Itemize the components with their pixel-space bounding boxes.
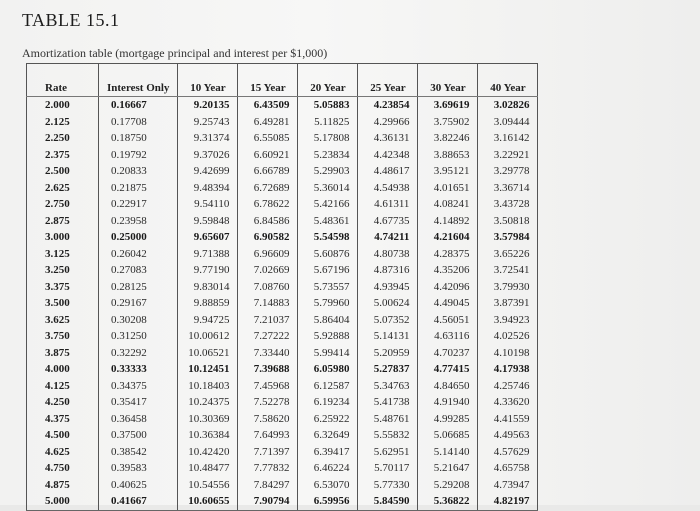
cell-30-year: 4.84650 (418, 378, 478, 395)
cell-40-year: 3.57984 (478, 229, 538, 246)
cell-20-year: 6.19234 (298, 394, 358, 411)
table-row (27, 328, 538, 345)
cell-25-year: 5.14131 (358, 328, 418, 345)
cell-40-year: 3.79930 (478, 279, 538, 296)
cell-30-year: 5.29208 (418, 477, 478, 494)
cell-20-year: 6.05980 (298, 361, 358, 378)
cell-20-year: 6.53070 (298, 477, 358, 494)
cell-30-year: 4.42096 (418, 279, 478, 296)
cell-interest-only: 0.19792 (99, 147, 178, 164)
cell-20-year: 5.73557 (298, 279, 358, 296)
cell-30-year: 5.36822 (418, 493, 478, 510)
cell-interest-only: 0.20833 (99, 163, 178, 180)
cell-rate: 5.000 (27, 493, 99, 510)
cell-rate: 3.625 (27, 312, 99, 329)
cell-30-year: 4.91940 (418, 394, 478, 411)
cell-15-year: 7.02669 (238, 262, 298, 279)
cell-interest-only: 0.30208 (99, 312, 178, 329)
cell-10-year: 9.20135 (178, 97, 238, 114)
cell-interest-only: 0.21875 (99, 180, 178, 197)
cell-rate: 2.875 (27, 213, 99, 230)
cell-25-year: 4.36131 (358, 130, 418, 147)
cell-15-year: 7.58620 (238, 411, 298, 428)
cell-30-year: 4.49045 (418, 295, 478, 312)
cell-25-year: 4.87316 (358, 262, 418, 279)
cell-20-year: 5.67196 (298, 262, 358, 279)
cell-interest-only: 0.32292 (99, 345, 178, 362)
table-body (27, 97, 538, 511)
table-row (27, 477, 538, 494)
table-row (27, 345, 538, 362)
header-interest-only: Interest Only (99, 64, 178, 97)
cell-rate: 2.000 (27, 97, 99, 114)
table-row (27, 213, 538, 230)
header-30-year: 30 Year (418, 64, 478, 97)
cell-15-year: 7.84297 (238, 477, 298, 494)
cell-25-year: 5.70117 (358, 460, 418, 477)
table-row (27, 229, 538, 246)
table-row (27, 460, 538, 477)
cell-15-year: 6.96609 (238, 246, 298, 263)
table-title: TABLE 15.1 (22, 10, 120, 30)
cell-25-year: 5.62951 (358, 444, 418, 461)
cell-30-year: 4.28375 (418, 246, 478, 263)
cell-30-year: 4.01651 (418, 180, 478, 197)
table-row (27, 427, 538, 444)
cell-10-year: 9.48394 (178, 180, 238, 197)
cell-25-year: 4.80738 (358, 246, 418, 263)
cell-15-year: 7.21037 (238, 312, 298, 329)
cell-40-year: 4.10198 (478, 345, 538, 362)
cell-40-year: 3.22921 (478, 147, 538, 164)
cell-15-year: 6.43509 (238, 97, 298, 114)
cell-10-year: 10.48477 (178, 460, 238, 477)
cell-15-year: 6.72689 (238, 180, 298, 197)
cell-10-year: 10.42420 (178, 444, 238, 461)
cell-10-year: 9.31374 (178, 130, 238, 147)
cell-15-year: 6.49281 (238, 114, 298, 131)
cell-rate: 4.500 (27, 427, 99, 444)
cell-20-year: 5.36014 (298, 180, 358, 197)
cell-10-year: 10.54556 (178, 477, 238, 494)
cell-rate: 4.625 (27, 444, 99, 461)
cell-25-year: 5.41738 (358, 394, 418, 411)
cell-15-year: 7.08760 (238, 279, 298, 296)
header-10-year: 10 Year (178, 64, 238, 97)
cell-25-year: 5.48761 (358, 411, 418, 428)
cell-rate: 2.625 (27, 180, 99, 197)
cell-25-year: 4.67735 (358, 213, 418, 230)
cell-rate: 4.125 (27, 378, 99, 395)
cell-20-year: 6.59956 (298, 493, 358, 510)
cell-20-year: 6.25922 (298, 411, 358, 428)
cell-15-year: 7.45968 (238, 378, 298, 395)
cell-15-year: 7.64993 (238, 427, 298, 444)
cell-15-year: 7.14883 (238, 295, 298, 312)
cell-20-year: 5.86404 (298, 312, 358, 329)
table-caption: Amortization table (mortgage principal and interest per $1,000) (22, 46, 328, 60)
table-row (27, 147, 538, 164)
cell-40-year: 3.43728 (478, 196, 538, 213)
cell-20-year: 5.17808 (298, 130, 358, 147)
cell-interest-only: 0.35417 (99, 394, 178, 411)
cell-20-year: 5.42166 (298, 196, 358, 213)
cell-15-year: 7.71397 (238, 444, 298, 461)
cell-10-year: 9.42699 (178, 163, 238, 180)
cell-10-year: 10.24375 (178, 394, 238, 411)
cell-25-year: 4.29966 (358, 114, 418, 131)
table-row (27, 114, 538, 131)
cell-40-year: 3.50818 (478, 213, 538, 230)
cell-rate: 2.750 (27, 196, 99, 213)
cell-25-year: 5.07352 (358, 312, 418, 329)
cell-20-year: 6.32649 (298, 427, 358, 444)
cell-20-year: 5.54598 (298, 229, 358, 246)
cell-rate: 3.875 (27, 345, 99, 362)
cell-interest-only: 0.39583 (99, 460, 178, 477)
amortization-table (26, 63, 538, 511)
cell-rate: 4.000 (27, 361, 99, 378)
cell-10-year: 9.65607 (178, 229, 238, 246)
cell-10-year: 10.00612 (178, 328, 238, 345)
cell-40-year: 4.73947 (478, 477, 538, 494)
cell-rate: 3.000 (27, 229, 99, 246)
cell-interest-only: 0.18750 (99, 130, 178, 147)
cell-25-year: 4.48617 (358, 163, 418, 180)
cell-20-year: 5.05883 (298, 97, 358, 114)
cell-30-year: 3.69619 (418, 97, 478, 114)
cell-interest-only: 0.34375 (99, 378, 178, 395)
cell-40-year: 3.87391 (478, 295, 538, 312)
cell-interest-only: 0.16667 (99, 97, 178, 114)
cell-30-year: 4.99285 (418, 411, 478, 428)
cell-interest-only: 0.41667 (99, 493, 178, 510)
cell-15-year: 7.39688 (238, 361, 298, 378)
table-row (27, 262, 538, 279)
cell-40-year: 4.25746 (478, 378, 538, 395)
cell-25-year: 5.77330 (358, 477, 418, 494)
cell-interest-only: 0.38542 (99, 444, 178, 461)
cell-40-year: 4.17938 (478, 361, 538, 378)
cell-30-year: 4.08241 (418, 196, 478, 213)
cell-25-year: 5.27837 (358, 361, 418, 378)
table-row (27, 361, 538, 378)
cell-15-year: 7.52278 (238, 394, 298, 411)
cell-rate: 4.250 (27, 394, 99, 411)
cell-rate: 3.500 (27, 295, 99, 312)
cell-30-year: 4.14892 (418, 213, 478, 230)
cell-interest-only: 0.27083 (99, 262, 178, 279)
cell-10-year: 10.36384 (178, 427, 238, 444)
cell-30-year: 5.06685 (418, 427, 478, 444)
header-rate: Rate (27, 64, 99, 97)
cell-10-year: 9.88859 (178, 295, 238, 312)
cell-interest-only: 0.33333 (99, 361, 178, 378)
table-row (27, 180, 538, 197)
cell-25-year: 5.00624 (358, 295, 418, 312)
cell-20-year: 6.46224 (298, 460, 358, 477)
cell-20-year: 5.23834 (298, 147, 358, 164)
cell-40-year: 4.41559 (478, 411, 538, 428)
cell-30-year: 3.95121 (418, 163, 478, 180)
cell-15-year: 6.66789 (238, 163, 298, 180)
cell-10-year: 9.77190 (178, 262, 238, 279)
cell-20-year: 5.29903 (298, 163, 358, 180)
cell-20-year: 5.60876 (298, 246, 358, 263)
cell-10-year: 9.25743 (178, 114, 238, 131)
cell-interest-only: 0.40625 (99, 477, 178, 494)
cell-interest-only: 0.17708 (99, 114, 178, 131)
cell-40-year: 4.02526 (478, 328, 538, 345)
table-row (27, 130, 538, 147)
cell-interest-only: 0.23958 (99, 213, 178, 230)
cell-25-year: 5.20959 (358, 345, 418, 362)
cell-25-year: 5.34763 (358, 378, 418, 395)
cell-40-year: 3.02826 (478, 97, 538, 114)
table-row (27, 295, 538, 312)
cell-30-year: 5.21647 (418, 460, 478, 477)
cell-40-year: 4.33620 (478, 394, 538, 411)
cell-rate: 4.375 (27, 411, 99, 428)
table-row (27, 279, 538, 296)
table-row (27, 246, 538, 263)
cell-10-year: 10.30369 (178, 411, 238, 428)
cell-interest-only: 0.28125 (99, 279, 178, 296)
cell-40-year: 3.09444 (478, 114, 538, 131)
cell-10-year: 10.18403 (178, 378, 238, 395)
cell-40-year: 3.94923 (478, 312, 538, 329)
cell-25-year: 5.55832 (358, 427, 418, 444)
cell-10-year: 10.06521 (178, 345, 238, 362)
cell-10-year: 9.71388 (178, 246, 238, 263)
cell-10-year: 9.59848 (178, 213, 238, 230)
cell-15-year: 6.90582 (238, 229, 298, 246)
cell-40-year: 3.72541 (478, 262, 538, 279)
cell-rate: 2.250 (27, 130, 99, 147)
cell-20-year: 5.48361 (298, 213, 358, 230)
cell-40-year: 4.82197 (478, 493, 538, 510)
cell-rate: 3.250 (27, 262, 99, 279)
cell-25-year: 5.84590 (358, 493, 418, 510)
table-row (27, 97, 538, 114)
cell-15-year: 6.55085 (238, 130, 298, 147)
cell-30-year: 3.75902 (418, 114, 478, 131)
cell-rate: 3.375 (27, 279, 99, 296)
cell-30-year: 4.77415 (418, 361, 478, 378)
cell-interest-only: 0.37500 (99, 427, 178, 444)
cell-interest-only: 0.36458 (99, 411, 178, 428)
cell-interest-only: 0.31250 (99, 328, 178, 345)
cell-rate: 2.500 (27, 163, 99, 180)
cell-30-year: 4.63116 (418, 328, 478, 345)
header-row (27, 64, 538, 97)
table-row (27, 312, 538, 329)
cell-10-year: 10.60655 (178, 493, 238, 510)
cell-20-year: 5.79960 (298, 295, 358, 312)
cell-20-year: 6.39417 (298, 444, 358, 461)
table-row (27, 394, 538, 411)
cell-30-year: 3.88653 (418, 147, 478, 164)
table-row (27, 378, 538, 395)
cell-15-year: 6.78622 (238, 196, 298, 213)
cell-rate: 3.125 (27, 246, 99, 263)
cell-25-year: 4.61311 (358, 196, 418, 213)
cell-25-year: 4.93945 (358, 279, 418, 296)
cell-20-year: 5.11825 (298, 114, 358, 131)
table-row (27, 196, 538, 213)
cell-15-year: 7.90794 (238, 493, 298, 510)
table-row (27, 163, 538, 180)
cell-10-year: 9.37026 (178, 147, 238, 164)
cell-30-year: 5.14140 (418, 444, 478, 461)
cell-rate: 4.750 (27, 460, 99, 477)
cell-30-year: 3.82246 (418, 130, 478, 147)
cell-20-year: 5.99414 (298, 345, 358, 362)
cell-40-year: 4.49563 (478, 427, 538, 444)
cell-25-year: 4.54938 (358, 180, 418, 197)
header-15-year: 15 Year (238, 64, 298, 97)
header-40-year: 40 Year (478, 64, 538, 97)
cell-25-year: 4.42348 (358, 147, 418, 164)
cell-40-year: 3.29778 (478, 163, 538, 180)
cell-40-year: 4.57629 (478, 444, 538, 461)
header-25-year: 25 Year (358, 64, 418, 97)
cell-10-year: 9.94725 (178, 312, 238, 329)
cell-15-year: 6.84586 (238, 213, 298, 230)
cell-25-year: 4.74211 (358, 229, 418, 246)
cell-40-year: 4.65758 (478, 460, 538, 477)
cell-rate: 2.375 (27, 147, 99, 164)
amortization-table-wrap (26, 63, 700, 507)
header-20-year: 20 Year (298, 64, 358, 97)
cell-30-year: 4.56051 (418, 312, 478, 329)
cell-25-year: 4.23854 (358, 97, 418, 114)
cell-15-year: 7.77832 (238, 460, 298, 477)
cell-15-year: 6.60921 (238, 147, 298, 164)
cell-rate: 2.125 (27, 114, 99, 131)
cell-10-year: 9.54110 (178, 196, 238, 213)
cell-rate: 3.750 (27, 328, 99, 345)
cell-20-year: 6.12587 (298, 378, 358, 395)
cell-30-year: 4.21604 (418, 229, 478, 246)
cell-20-year: 5.92888 (298, 328, 358, 345)
cell-10-year: 9.83014 (178, 279, 238, 296)
cell-interest-only: 0.22917 (99, 196, 178, 213)
cell-interest-only: 0.25000 (99, 229, 178, 246)
cell-rate: 4.875 (27, 477, 99, 494)
cell-30-year: 4.70237 (418, 345, 478, 362)
cell-10-year: 10.12451 (178, 361, 238, 378)
cell-interest-only: 0.29167 (99, 295, 178, 312)
cell-40-year: 3.65226 (478, 246, 538, 263)
cell-15-year: 7.27222 (238, 328, 298, 345)
table-row (27, 411, 538, 428)
cell-30-year: 4.35206 (418, 262, 478, 279)
table-row (27, 444, 538, 461)
cell-15-year: 7.33440 (238, 345, 298, 362)
table-row (27, 493, 538, 510)
cell-40-year: 3.16142 (478, 130, 538, 147)
cell-40-year: 3.36714 (478, 180, 538, 197)
cell-interest-only: 0.26042 (99, 246, 178, 263)
